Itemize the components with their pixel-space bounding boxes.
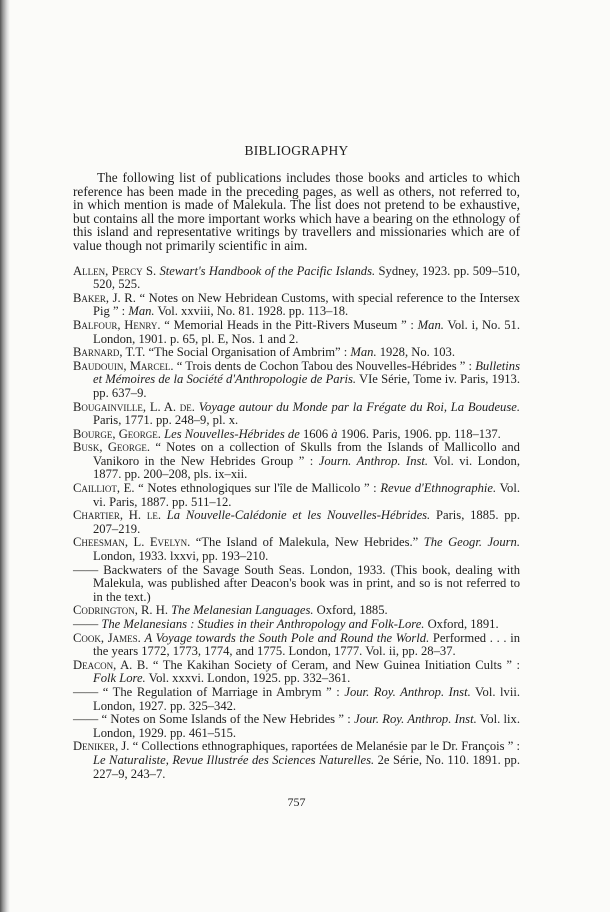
entry-author: Chartier, H. le. xyxy=(73,508,161,523)
entry-title-italic: Le Naturaliste, Revue Illustrée des Sciences Naturelles. xyxy=(93,752,375,767)
entry-text: 1906. Paris, 1906. pp. 118–137. xyxy=(337,426,501,441)
entry-text: 1606 xyxy=(299,426,332,441)
entry-text: Performed . . . in the years 1772, 1773, 1774, and 1775. London, 1777. Vol. ii, pp. 28–37. xyxy=(93,630,521,659)
entry-text: Vol. i, No. 51. London, 1901. p. 65, pl. E, Nos. 1 and 2. xyxy=(93,317,520,346)
entry-text: “The Social Organisation of Ambrim” : xyxy=(145,345,351,360)
bibliography-entry xyxy=(73,265,520,292)
entry-text: —— Backwaters of the Savage South Seas. London, 1933. (This book, dealing with Malekula, was published after Deacon's book was in print, and so is not referred to in the text.) xyxy=(73,562,520,604)
bibliography-entry xyxy=(73,319,520,346)
entry-text: “ Notes on New Hebridean Customs, with special reference to the Intersex Pig ” : xyxy=(93,290,520,319)
entry-author: Balfour, Henry. xyxy=(73,317,161,332)
entry-text: “ Memorial Heads in the Pitt-Rivers Museum ” : xyxy=(160,317,418,332)
entry-text: Paris, 1885. pp. 207–219. xyxy=(93,508,520,536)
entry-title-italic: A Voyage towards the South Pole and Round the World. xyxy=(144,630,430,645)
entry-title-italic: La Nouvelle-Calédonie et les Nouvelles-Hébrides. xyxy=(166,508,431,523)
intro-paragraph: The following list of publications includes those books and articles to which reference has been made in the preceding pages, as well as others, not referred to, in which mention is made of Malekula. The list does not pretend to be exhaustive, but contains all the more important works which have a bearing on the ethnology of this island and representative writings by travellers and missionaries which are of value though not primarily scientific in aim. xyxy=(73,170,520,253)
bibliography-entry xyxy=(73,509,520,536)
entry-title-italic: Man. xyxy=(128,304,155,319)
entry-title-italic: à xyxy=(331,426,338,441)
entry-author: Barnard, T.T. xyxy=(73,345,146,360)
bibliography-entry xyxy=(73,441,520,482)
bibliography-entry xyxy=(73,482,520,509)
bibliography-entry xyxy=(73,428,520,442)
entry-title-italic: Stewart's Handbook of the Pacific Islands. xyxy=(159,263,376,278)
entry-text: Paris, 1771. pp. 248–9, pl. x. xyxy=(93,413,239,428)
bibliography-entry xyxy=(73,401,520,428)
entry-title-italic: Man. xyxy=(350,345,377,360)
entry-title-italic: Folk Lore. xyxy=(93,671,146,686)
bibliography-entry xyxy=(73,659,520,686)
entry-text: Oxford, 1885. xyxy=(313,603,388,618)
entry-text: “The Island of Malekula, New Hebrides.” xyxy=(190,535,424,550)
entry-author: Deacon, A. B. xyxy=(73,657,149,672)
page-number: 757 xyxy=(287,795,306,809)
entry-text: —— “ Notes on Some Islands of the New Hebrides ” : xyxy=(73,712,355,727)
entry-text: London, 1933. lxxvi, pp. 193–210. xyxy=(93,549,269,564)
bibliography-list xyxy=(73,265,520,782)
entry-text: “ Trois dents de Cochon Tabou des Nouvelles-Hébrides ” : xyxy=(173,358,476,373)
entry-text: Vol. lix. London, 1929. pp. 461–515. xyxy=(93,712,520,740)
entry-title-italic: Revue d'Ethnographie. xyxy=(380,481,497,496)
entry-text: Oxford, 1891. xyxy=(424,617,499,631)
entry-author: Deniker, J. xyxy=(73,739,130,754)
bibliography-entry xyxy=(73,346,520,360)
entry-author: Cailliot, E. xyxy=(73,481,135,496)
bibliography-entry xyxy=(73,360,520,401)
book-page xyxy=(73,143,521,809)
entry-text: 2e Série, No. 110. 1891. pp. 227–9, 243–7. xyxy=(93,752,520,781)
entry-author: Baudouin, Marcel. xyxy=(73,358,174,373)
entry-title-italic: Jour. Roy. Anthrop. Inst. xyxy=(354,712,477,727)
entry-author: Bougainville, L. A. de. xyxy=(73,399,195,414)
entry-author: Baker, J. R. xyxy=(73,290,136,305)
entry-text: Vol. xxxvi. London, 1925. pp. 332–361. xyxy=(145,671,351,686)
bibliography-entry xyxy=(73,632,520,659)
entry-text: “ Notes ethnologiques sur l'île de Mallicolo ” : xyxy=(134,481,381,496)
entry-text: —— xyxy=(73,617,102,631)
page-title: BIBLIOGRAPHY xyxy=(244,143,349,158)
entry-text: Vol. xxviii, No. 81. 1928. pp. 113–18. xyxy=(154,304,349,319)
entry-author: Busk, George. xyxy=(73,440,151,455)
entry-text: Vol. lvii. London, 1927. pp. 325–342. xyxy=(93,684,520,713)
bibliography-entry xyxy=(73,713,520,740)
bibliography-entry xyxy=(73,536,520,563)
entry-title-italic: Bulletins et Mémoires de la Société d'Anthropologie de Paris. xyxy=(93,358,520,387)
entry-text: 1928, No. 103. xyxy=(376,345,455,360)
entry-text: Sydney, 1923. pp. 509–510, 520, 525. xyxy=(93,263,520,292)
bibliography-entry xyxy=(73,292,520,319)
entry-text: “ The Kakihan Society of Ceram, and New Guinea Initiation Cults ” : xyxy=(148,657,520,672)
bibliography-entry xyxy=(73,618,520,632)
entry-author: Bourge, George. xyxy=(73,426,161,441)
bibliography-entry xyxy=(73,686,520,713)
entry-title-italic: Voyage autour du Monde par la Frégate du Roi, La Boudeuse. xyxy=(198,399,520,414)
entry-author: Cook, James. xyxy=(73,630,141,645)
entry-text: VIe Série, Tome iv. Paris, 1913. pp. 637–9. xyxy=(93,372,520,400)
bibliography-entry xyxy=(73,604,520,618)
entry-title-italic: The Melanesians : Studies in their Anthropology and Folk-Lore. xyxy=(101,617,425,631)
entry-title-italic: The Geogr. Journ. xyxy=(423,535,520,550)
bibliography-entry xyxy=(73,564,520,605)
entry-text: “ Notes on a collection of Skulls from the Islands of Mallicollo and Vanikoro in the New Hebrides Group ” : xyxy=(93,440,520,468)
entry-text: —— “ The Regulation of Marriage in Ambrym ” : xyxy=(73,684,345,699)
entry-text: Vol. vi. Paris, 1887. pp. 511–12. xyxy=(93,481,520,509)
scan-edge-shadow xyxy=(0,0,10,912)
entry-title-italic: Jour. Roy. Anthrop. Inst. xyxy=(344,684,471,699)
entry-text: Vol. vi. London, 1877. pp. 200–208, pls. ix–xii. xyxy=(93,453,521,482)
entry-author: Allen, Percy S. xyxy=(73,263,157,278)
entry-text: “ Collections ethnographiques, raportées de Melanésie par le Dr. François ” : xyxy=(129,739,520,754)
entry-title-italic: Les Nouvelles-Hébrides de xyxy=(164,426,300,441)
entry-author: Cheesman, L. Evelyn. xyxy=(73,535,191,550)
bibliography-entry xyxy=(73,740,520,781)
entry-title-italic: Man. xyxy=(417,317,444,332)
entry-title-italic: Journ. Anthrop. Inst. xyxy=(318,453,429,468)
entry-author: Codrington, R. H. xyxy=(73,603,168,618)
entry-title-italic: The Melanesian Languages. xyxy=(171,603,314,618)
